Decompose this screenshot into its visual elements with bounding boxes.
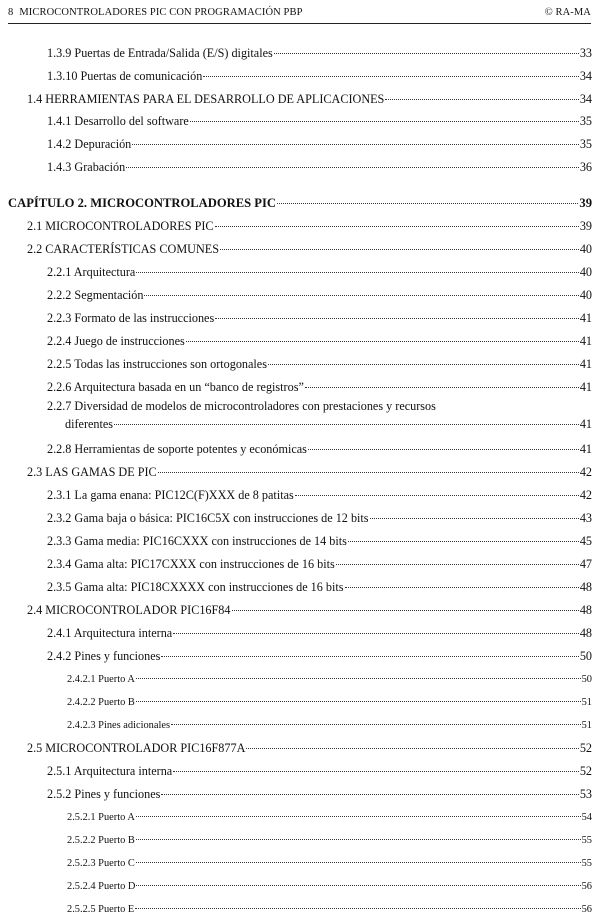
dot-leader <box>171 717 581 725</box>
toc-subentry: 2.5.2.1 Puerto A 54 <box>67 809 592 823</box>
dot-leader <box>305 378 579 388</box>
toc-entry: 2.5.1 Arquitectura interna 52 <box>47 762 592 779</box>
toc-subentry: 2.4.2.2 Puerto B 51 <box>67 694 592 708</box>
toc-entry: 2.4.2 Pines y funciones 50 <box>47 647 592 664</box>
dot-leader <box>136 855 581 863</box>
running-header <box>8 7 591 24</box>
dot-leader <box>136 671 581 679</box>
toc-subentry: 2.5.2.4 Puerto D 56 <box>67 878 592 892</box>
dot-leader <box>268 355 579 365</box>
dot-leader <box>135 901 580 909</box>
toc-entry: 2.2.6 Arquitectura basada en un “banco de registros” 41 <box>47 378 592 395</box>
toc-entry: 1.3.10 Puertas de comunicación 34 <box>47 67 592 84</box>
dot-leader <box>232 601 579 611</box>
dot-leader <box>173 762 579 772</box>
toc-entry: 2.3 LAS GAMAS DE PIC 42 <box>27 463 592 480</box>
toc-entry: 1.4.3 Grabación 36 <box>47 158 592 175</box>
toc-entry: 1.4 HERRAMIENTAS PARA EL DESARROLLO DE APLICACIONES 34 <box>27 90 592 107</box>
toc-entry: 1.3.9 Puertas de Entrada/Salida (E/S) digitales 33 <box>47 44 592 61</box>
toc-entry: 2.3.5 Gama alta: PIC18CXXXX con instrucciones de 16 bits 48 <box>47 578 592 595</box>
dot-leader <box>385 90 578 100</box>
dot-leader <box>277 193 578 204</box>
toc-entry: 2.3.4 Gama alta: PIC17CXXX con instrucciones de 16 bits 47 <box>47 555 592 572</box>
header-left <box>8 7 303 18</box>
toc-entry: 1.4.1 Desarrollo del software 35 <box>47 112 592 129</box>
dot-leader <box>136 809 581 817</box>
dot-leader <box>370 509 579 519</box>
dot-leader <box>144 286 578 296</box>
dot-leader <box>220 240 579 250</box>
dot-leader <box>203 67 578 77</box>
toc-chapter-entry: CAPÍTULO 2. MICROCONTROLADORES PIC 39 <box>8 193 592 211</box>
publisher-mark: © RA-MA <box>544 7 591 18</box>
toc-subentry: 2.5.2.5 Puerto E 56 <box>67 901 592 915</box>
dot-leader <box>345 578 579 588</box>
toc-entry: 2.5 MICROCONTROLADOR PIC16F877A 52 <box>27 739 592 756</box>
toc-entry: 2.2.5 Todas las instrucciones son ortogonales 41 <box>47 355 592 372</box>
toc-entry: 2.2 CARACTERÍSTICAS COMUNES 40 <box>27 240 592 257</box>
dot-leader <box>190 112 579 122</box>
dot-leader <box>308 440 579 450</box>
dot-leader <box>126 158 579 168</box>
dot-leader <box>348 532 579 542</box>
toc-subentry: 2.4.2.1 Puerto A 50 <box>67 671 592 685</box>
dot-leader <box>114 412 579 425</box>
dot-leader <box>274 44 579 54</box>
dot-leader <box>215 217 579 227</box>
toc-entry-wrapped <box>47 398 592 433</box>
dot-leader <box>161 647 578 657</box>
dot-leader <box>186 332 579 342</box>
toc-entry: 2.2.3 Formato de las instrucciones 41 <box>47 309 592 326</box>
toc-entry: 2.3.1 La gama enana: PIC12C(F)XXX de 8 patitas 42 <box>47 486 592 503</box>
toc-entry: 2.3.2 Gama baja o básica: PIC16C5X con instrucciones de 12 bits 43 <box>47 509 592 526</box>
dot-leader <box>295 486 579 496</box>
toc-entry: 2.5.2 Pines y funciones 53 <box>47 785 592 802</box>
dot-leader <box>158 463 579 473</box>
toc-entry: 2.2.4 Juego de instrucciones 41 <box>47 332 592 349</box>
dot-leader <box>336 555 579 565</box>
toc-entry: 1.4.2 Depuración 35 <box>47 135 592 152</box>
dot-leader <box>246 739 578 749</box>
dot-leader <box>215 309 579 319</box>
toc-entry: 2.1 MICROCONTROLADORES PIC 39 <box>27 217 592 234</box>
book-title: MICROCONTROLADORES PIC CON PROGRAMACIÓN PBP <box>19 7 303 18</box>
toc-subentry: 2.4.2.3 Pines adicionales 51 <box>67 717 592 731</box>
toc-entry: 2.4.1 Arquitectura interna 48 <box>47 624 592 641</box>
dot-leader <box>136 878 580 886</box>
toc-entry: 2.3.3 Gama media: PIC16CXXX con instrucciones de 14 bits 45 <box>47 532 592 549</box>
toc-entry: 2.2.8 Herramientas de soporte potentes y económicas 41 <box>47 440 592 457</box>
toc-entry: 2.2.1 Arquitectura 40 <box>47 263 592 280</box>
dot-leader <box>132 135 579 145</box>
dot-leader <box>173 624 579 634</box>
toc-entry: 2.2.2 Segmentación 40 <box>47 286 592 303</box>
toc-entry-line1: 2.2.7 Diversidad de modelos de microcontroladores con prestaciones y recursos <box>47 399 436 413</box>
toc-entry: 2.4 MICROCONTROLADOR PIC16F84 48 <box>27 601 592 618</box>
dot-leader <box>136 263 578 273</box>
dot-leader <box>161 785 578 795</box>
dot-leader <box>136 694 581 702</box>
toc-entry-line2: diferentes 41 <box>47 415 592 433</box>
dot-leader <box>136 832 581 840</box>
page-number: 8 <box>8 7 14 18</box>
toc-subentry: 2.5.2.2 Puerto B 55 <box>67 832 592 846</box>
toc-subentry: 2.5.2.3 Puerto C 55 <box>67 855 592 869</box>
